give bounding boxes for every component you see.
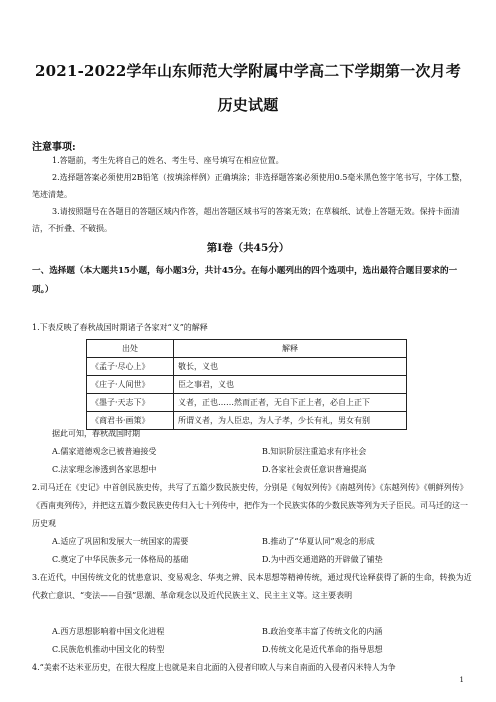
notice-item-2: 2.选择题答案必须使用2B铅笔（按填涂样例）正确填涂；非选择题答案必须使用0.5毫米黑色签字笔书写，字体工整，笔迹清楚。	[32, 173, 468, 199]
question-1-option-c: C.法家理念渗透到各家思想中	[52, 465, 157, 474]
table-cell-source: 《孟子·尽心上》	[87, 358, 174, 376]
section-heading: 一、选择题（本大题共15小题，每小题3分，共计45分。在每小题列出的四个选项中，选出最符合题目要求的一项。）	[32, 266, 458, 295]
exam-title-line2: 历史试题	[217, 96, 279, 114]
exam-title-line1: 2021-2022学年山东师范大学附属中学高二下学期第一次月考	[35, 62, 461, 80]
table-cell-explanation: 敬长，义也	[174, 358, 407, 376]
table-row	[87, 358, 407, 376]
table-header-explanation: 解释	[174, 340, 407, 358]
question-3-stem: 3.在近代，中国传统文化的忧患意识、变易观念、华夷之辨、民本思想等精神传统，通过现代诠释获得了新的生命，转换为近代救亡意识、“变法——自强”思潮、革命观念以及近代民族主义、民主主义等。这主要表明	[32, 573, 472, 600]
question-1-follow: 据此可知，春秋战国时期	[52, 429, 140, 438]
question-1-stem: 1.下表反映了春秋战国时期诸子各家对“义”的解释	[32, 323, 208, 332]
table-header-source: 出处	[87, 340, 174, 358]
table-header-row	[87, 340, 407, 358]
question-3-option-c: C.民族危机推动中国文化的转型	[52, 645, 165, 654]
question-2-option-d: D.为中西交通道路的开辟做了铺垫	[262, 555, 383, 564]
question-1-option-d: D.各家社会责任意识普遍提高	[262, 465, 367, 474]
table-cell-explanation: 所谓义者，为人臣忠，为人子孝，少长有礼，男女有别	[174, 412, 407, 430]
table-cell-source: 《商君书·画策》	[87, 412, 174, 430]
table-cell-explanation: 义者，正也……然而正者，无自下正上者，必自上正下	[174, 394, 407, 412]
question-3-option-a: A.西方思想影响着中国文化进程	[52, 627, 165, 636]
table-cell-explanation: 臣之事君，义也	[174, 376, 407, 394]
page-number: 1	[459, 676, 464, 684]
notice-item-1: 1.答题前，考生先将自己的姓名、考生号、座号填写在相应位置。	[52, 156, 284, 165]
question-3-option-b: B.政治变革丰富了传统文化的内涵	[262, 627, 383, 636]
notice-heading: 注意事项:	[32, 142, 76, 153]
question-2-option-a: A.适应了巩固和发展大一统国家的需要	[52, 537, 189, 546]
table-cell-source: 《墨子·天志下》	[87, 394, 174, 412]
notice-item-3: 3.请按照题号在各题目的答题区域内作答，超出答题区域书写的答案无效；在草稿纸、试卷上答题无效。保持卡面清洁，不折叠、不破损。	[32, 207, 460, 233]
question-3-option-d: D.传统文化是近代革命的指导思想	[262, 645, 383, 654]
table-row	[87, 394, 407, 412]
question-4-stem: 4.“美索不达米亚历史，在很大程度上也就是来自北面的入侵者印欧人与来自南面的入侵者闪米特人为争	[32, 663, 396, 672]
question-2-option-c: C.奠定了中华民族多元一体格局的基础	[52, 555, 189, 564]
question-2-option-b: B.推动了“华夏认同”观念的形成	[262, 537, 375, 546]
question-1-table	[86, 339, 407, 430]
table-row	[87, 376, 407, 394]
question-2-stem: 2.司马迁在《史记》中首创民族史传，共写了五篇少数民族史传，分别是《匈奴列传》《南越列传》《东越列传》《朝鲜列传》《西南夷列传》，并把这五篇少数民族史传归入七十列传中，把作为一个民族实体的少数民族等列为天子臣民。司马迁的这一历史观	[32, 483, 468, 528]
question-1-option-b: B.知识阶层注重追求有序社会	[262, 447, 367, 456]
part-one-heading: 第Ⅰ卷（共45分）	[206, 242, 290, 254]
table-cell-source: 《庄子·人间世》	[87, 376, 174, 394]
question-1-option-a: A.儒家道德观念已被普遍接受	[52, 447, 157, 456]
